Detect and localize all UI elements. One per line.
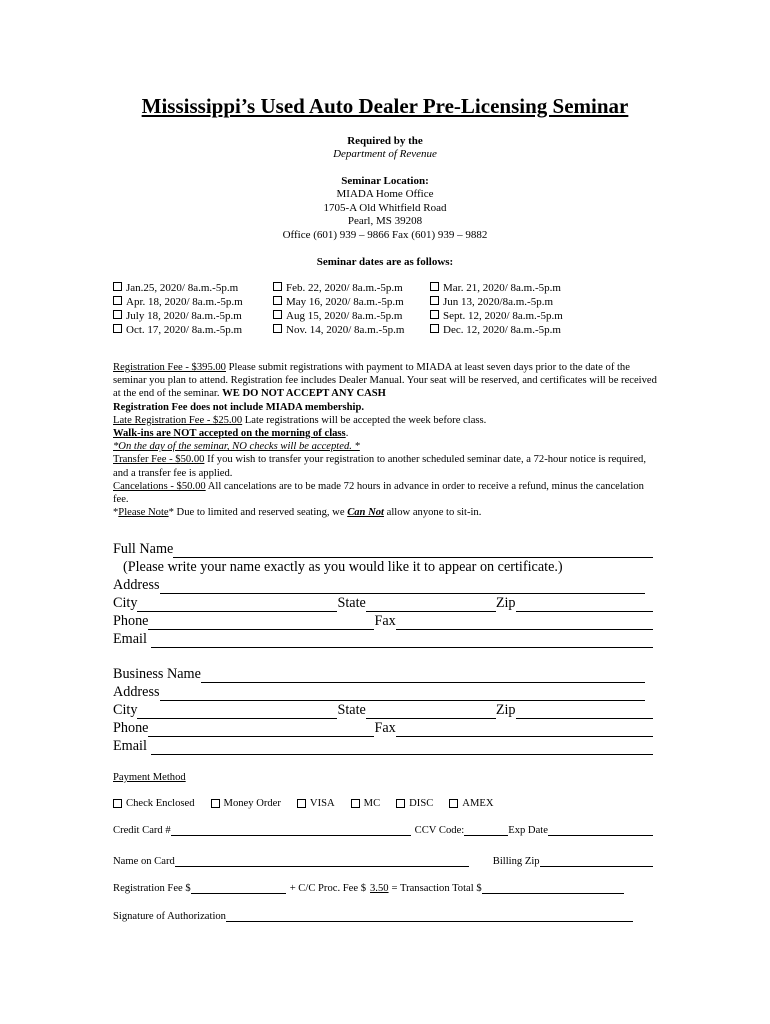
date-option[interactable]: May 16, 2020/ 8a.m.-5p.m	[273, 295, 404, 309]
payment-option-money-order[interactable]: Money Order	[211, 798, 281, 809]
location-line: Pearl, MS 39208	[347, 215, 423, 227]
payment-option-check[interactable]: Check Enclosed	[113, 798, 195, 809]
business-address-row: Address	[113, 683, 653, 701]
full-name-row: Full Name	[113, 540, 653, 558]
dates-heading: Seminar dates are as follows:	[316, 256, 454, 268]
checkbox-icon[interactable]	[113, 282, 122, 291]
checkbox-icon[interactable]	[351, 799, 360, 808]
ccv-field[interactable]	[464, 824, 508, 836]
location-line: 1705-A Old Whitfield Road	[323, 201, 447, 214]
name-on-card-row: Name on Card Billing Zip	[113, 855, 653, 867]
name-instruction: (Please write your name exactly as you would like it to appear on certificate.)	[123, 559, 563, 575]
date-option[interactable]: Feb. 22, 2020/ 8a.m.-5p.m	[273, 281, 404, 295]
checkbox-icon[interactable]	[430, 324, 439, 333]
business-phone-field[interactable]	[148, 722, 374, 737]
checkbox-icon[interactable]	[273, 324, 282, 333]
checkbox-icon[interactable]	[430, 296, 439, 305]
date-option[interactable]: Aug 15, 2020/ 8a.m.-5p.m	[273, 309, 404, 323]
checkbox-icon[interactable]	[113, 310, 122, 319]
payment-option-amex[interactable]: AMEX	[449, 798, 493, 809]
date-option[interactable]: Mar. 21, 2020/ 8a.m.-5p.m	[430, 281, 563, 295]
address-field[interactable]	[160, 579, 646, 594]
checkbox-icon[interactable]	[273, 282, 282, 291]
registration-fee-field[interactable]	[191, 882, 286, 894]
city-state-zip-row: City State Zip	[113, 594, 653, 612]
signature-field[interactable]	[226, 910, 633, 922]
business-info-section	[113, 665, 653, 755]
please-note: *Please Note* Due to limited and reserved seating, we Can Not allow anyone to sit-in.	[113, 507, 482, 519]
checkbox-icon[interactable]	[113, 799, 122, 808]
business-name-row: Business Name	[113, 665, 653, 683]
zip-field[interactable]	[516, 597, 653, 612]
business-zip-field[interactable]	[516, 704, 653, 719]
checkbox-icon[interactable]	[273, 310, 282, 319]
credit-card-field[interactable]	[171, 824, 411, 836]
business-city-state-zip-row: City State Zip	[113, 701, 653, 719]
checkbox-icon[interactable]	[273, 296, 282, 305]
location-heading: Seminar Location:	[341, 175, 429, 187]
payment-option-visa[interactable]: VISA	[297, 798, 335, 809]
required-by: Required by the	[347, 135, 423, 147]
billing-zip-field[interactable]	[540, 855, 653, 867]
payment-heading: Payment Method	[113, 772, 186, 783]
registration-fee-paragraph: Registration Fee - $395.00 Please submit registrations with payment to MIADA at least seven days prior to the date of the seminar you plan to attend. Registration fee includes Dealer Manual. Your seat will be reserved, and certificates will be received at the end of the seminar. WE DO NOT ACCEPT ANY CASH	[113, 362, 657, 400]
full-name-field[interactable]	[173, 543, 653, 558]
payment-section	[113, 772, 658, 922]
business-phone-fax-row: Phone Fax	[113, 719, 653, 737]
email-field[interactable]	[151, 633, 653, 648]
dates-column-2	[273, 281, 404, 337]
dates-column-3	[430, 281, 563, 337]
checkbox-icon[interactable]	[211, 799, 220, 808]
checkbox-icon[interactable]	[297, 799, 306, 808]
date-option[interactable]: July 18, 2020/ 8a.m.-5p.m	[113, 309, 243, 323]
transaction-total-field[interactable]	[482, 882, 624, 894]
no-checks-note: *On the day of the seminar, NO checks will be accepted. *	[113, 441, 360, 453]
date-option[interactable]: Oct. 17, 2020/ 8a.m.-5p.m	[113, 323, 243, 337]
business-email-field[interactable]	[151, 740, 653, 755]
fees-row: Registration Fee $ + C/C Proc. Fee $ 3.50 = Transaction Total $	[113, 882, 653, 894]
business-city-field[interactable]	[137, 704, 337, 719]
cancelation-paragraph: Cancelations - $50.00 All cancelations are to be made 72 hours in advance in order to receive a refund, minus the cancelation fee.	[113, 480, 644, 506]
date-option[interactable]: Apr. 18, 2020/ 8a.m.-5p.m	[113, 295, 243, 309]
city-field[interactable]	[137, 597, 337, 612]
business-address-field[interactable]	[160, 686, 646, 701]
signature-row: Signature of Authorization	[113, 910, 653, 922]
phone-fax-row: Phone Fax	[113, 612, 653, 630]
email-row: Email	[113, 630, 653, 648]
state-field[interactable]	[366, 597, 496, 612]
membership-note: Registration Fee does not include MIADA membership.	[113, 401, 364, 413]
walkins-note: Walk-ins are NOT accepted on the morning of class.	[113, 428, 349, 440]
business-state-field[interactable]	[366, 704, 496, 719]
checkbox-icon[interactable]	[449, 799, 458, 808]
payment-options	[113, 798, 653, 809]
date-option[interactable]: Dec. 12, 2020/ 8a.m.-5p.m	[430, 323, 563, 337]
name-on-card-field[interactable]	[175, 855, 469, 867]
address-row: Address	[113, 576, 653, 594]
late-fee-paragraph: Late Registration Fee - $25.00 Late registrations will be accepted the week before class.	[113, 414, 487, 426]
department: Department of Revenue	[333, 148, 437, 160]
payment-option-mc[interactable]: MC	[351, 798, 381, 809]
business-fax-field[interactable]	[396, 722, 653, 737]
checkbox-icon[interactable]	[396, 799, 405, 808]
date-option[interactable]: Jun 13, 2020/8a.m.-5p.m	[430, 295, 563, 309]
fax-field[interactable]	[396, 615, 653, 630]
personal-info-section	[113, 540, 653, 648]
exp-date-field[interactable]	[548, 824, 653, 836]
business-name-field[interactable]	[201, 668, 645, 683]
dates-column-1	[113, 281, 243, 337]
checkbox-icon[interactable]	[430, 282, 439, 291]
business-email-row: Email	[113, 737, 653, 755]
checkbox-icon[interactable]	[430, 310, 439, 319]
payment-option-disc[interactable]: DISC	[396, 798, 433, 809]
checkbox-icon[interactable]	[113, 324, 122, 333]
cc-fee-value: 3.50	[370, 883, 389, 894]
phone-field[interactable]	[148, 615, 374, 630]
office-phone-fax: Office (601) 939 – 9866 Fax (601) 939 – 9882	[282, 228, 488, 241]
location-line: MIADA Home Office	[336, 188, 434, 200]
date-option[interactable]: Sept. 12, 2020/ 8a.m.-5p.m	[430, 309, 563, 323]
credit-card-row: Credit Card # CCV Code: Exp Date	[113, 824, 653, 836]
transfer-fee-paragraph: Transfer Fee - $50.00 If you wish to transfer your registration to another scheduled seminar date, a 72-hour notice is required, and a transfer fee is applied.	[113, 454, 646, 479]
checkbox-icon[interactable]	[113, 296, 122, 305]
terms-section	[113, 361, 658, 519]
date-option[interactable]: Nov. 14, 2020/ 8a.m.-5p.m	[273, 323, 404, 337]
date-option[interactable]: Jan.25, 2020/ 8a.m.-5p.m	[113, 281, 243, 295]
page-title: Mississippi’s Used Auto Dealer Pre-Licensing Seminar	[141, 94, 629, 118]
